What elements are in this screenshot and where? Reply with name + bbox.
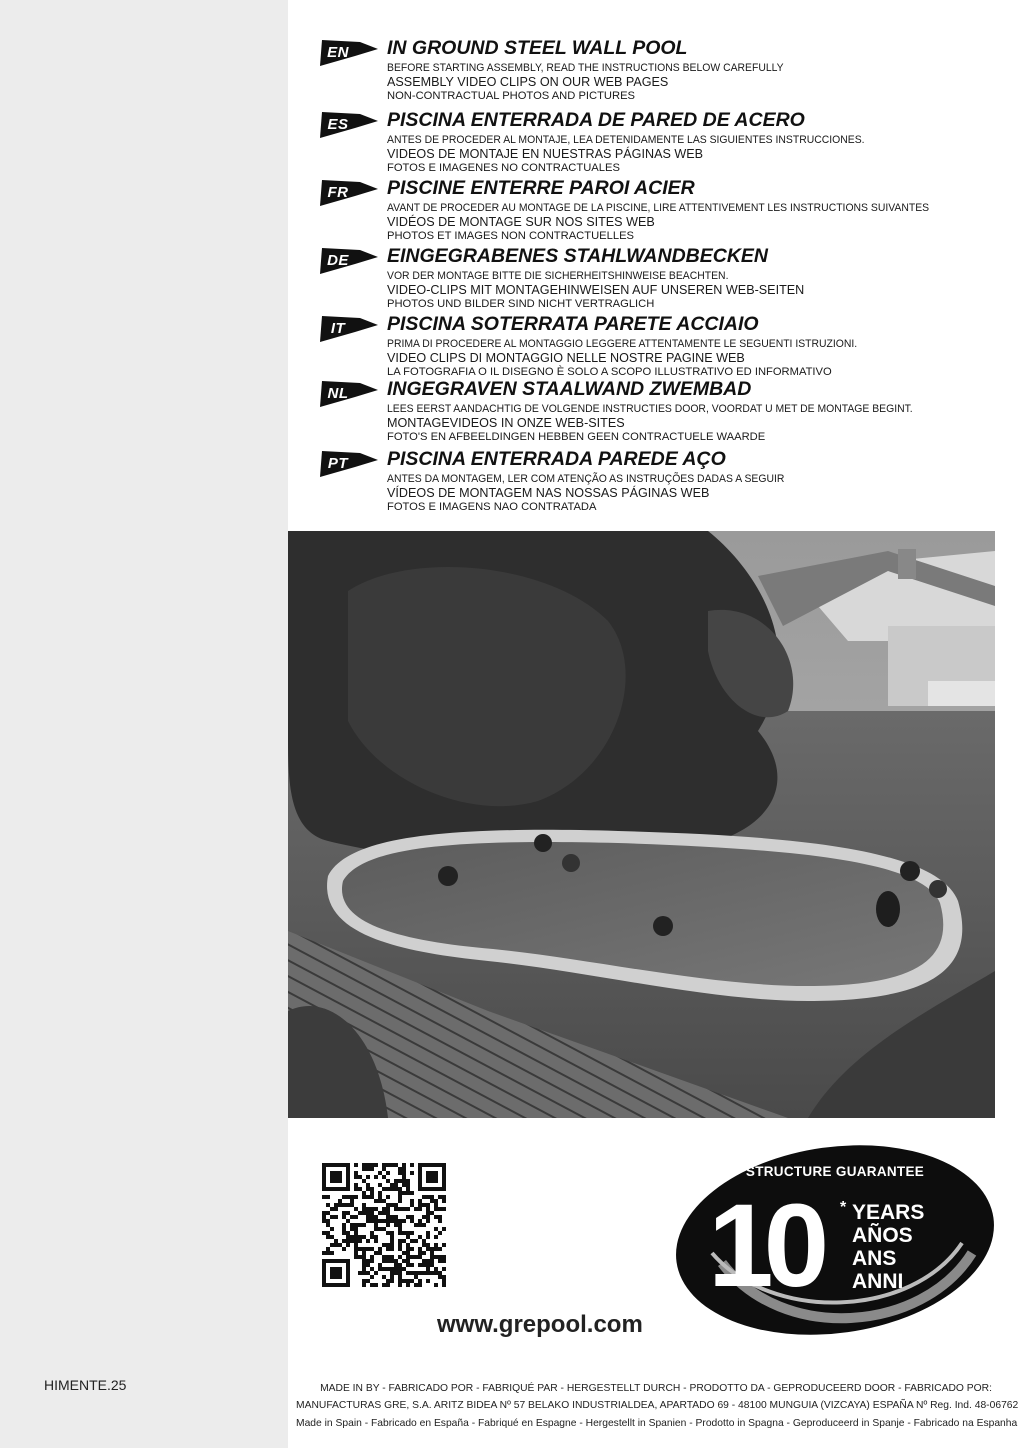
language-instruction: ANTES DE PROCEDER AL MONTAJE, LEA DETENIDAMENTE LAS SIGUIENTES INSTRUCCIONES.	[387, 134, 865, 146]
language-flag-icon	[320, 248, 378, 274]
language-video-note: VIDÉOS DE MONTAGE SUR NOS SITES WEB	[387, 215, 655, 229]
guarantee-unit: ANS	[852, 1247, 897, 1270]
language-photo-note: LA FOTOGRAFIA O IL DISEGNO È SOLO A SCOPO ILLUSTRATIVO ED INFORMATIVO	[387, 366, 832, 378]
language-photo-note: FOTOS E IMAGENS NAO CONTRATADA	[387, 501, 597, 513]
language-flag-icon	[320, 451, 378, 477]
left-margin-strip	[0, 0, 288, 1448]
language-code: IT	[330, 320, 346, 337]
guarantee-unit: AÑOS	[852, 1224, 913, 1247]
language-video-note: VIDEO CLIPS DI MONTAGGIO NELLE NOSTRE PAGINE WEB	[387, 351, 745, 365]
guarantee-title: STRUCTURE GUARANTEE	[745, 1164, 925, 1179]
language-code: NL	[327, 385, 349, 402]
language-code: FR	[327, 184, 349, 201]
language-instruction: VOR DER MONTAGE BITTE DIE SICHERHEITSHINWEISE BEACHTEN.	[387, 270, 729, 282]
footer-made-in-spain: Made in Spain - Fabricado en España - Fabriqué en Espagne - Hergestellt in Spanien - Prodotto in Spagna - Geproduceerd in Spanje - Fabricado na Espanha	[296, 1418, 1018, 1429]
guarantee-badge	[672, 1143, 998, 1337]
language-flag-icon	[320, 112, 378, 138]
document-code: HIMENTE.25	[44, 1377, 127, 1393]
website-link[interactable]: www.grepool.com	[437, 1311, 643, 1338]
language-video-note: VIDEO-CLIPS MIT MONTAGEHINWEISEN AUF UNSEREN WEB-SEITEN	[387, 283, 805, 297]
language-photo-note: PHOTOS ET IMAGES NON CONTRACTUELLES	[387, 230, 634, 242]
guarantee-star: *	[840, 1199, 847, 1216]
language-title: PISCINE ENTERRE PAROI ACIER	[387, 177, 695, 199]
language-video-note: ASSEMBLY VIDEO CLIPS ON OUR WEB PAGES	[387, 75, 669, 89]
language-instruction: BEFORE STARTING ASSEMBLY, READ THE INSTRUCTIONS BELOW CAREFULLY	[387, 62, 784, 74]
language-video-note: MONTAGEVIDEOS IN ONZE WEB-SITES	[387, 416, 625, 430]
footer-address: MANUFACTURAS GRE, S.A. ARITZ BIDEA Nº 57 BELAKO INDUSTRIALDEA, APARTADO 69 - 48100 MUNGUIA (VIZCAYA) ESPAÑA Nº Reg. Ind. 48-06762	[296, 1400, 1019, 1411]
language-instruction: ANTES DA MONTAGEM, LER COM ATENÇÃO AS INSTRUÇÕES DADAS A SEGUIR	[387, 473, 785, 485]
guarantee-unit: ANNI	[852, 1270, 904, 1293]
language-code: ES	[327, 116, 349, 133]
language-video-note: VIDEOS DE MONTAJE EN NUESTRAS PÁGINAS WEB	[387, 147, 704, 161]
guarantee-units	[852, 1201, 924, 1293]
language-instruction: PRIMA DI PROCEDERE AL MONTAGGIO LEGGERE ATTENTAMENTE LE SEGUENTI ISTRUZIONI.	[387, 338, 858, 350]
language-instruction: LEES EERST AANDACHTIG DE VOLGENDE INSTRUCTIES DOOR, VOORDAT U MET DE MONTAGE BEGINT.	[387, 403, 913, 415]
language-flag-icon	[320, 40, 378, 66]
language-flag-icon	[320, 381, 378, 407]
language-title: PISCINA ENTERRADA DE PARED DE ACERO	[387, 109, 805, 131]
footer-made-in: MADE IN BY - FABRICADO POR - FABRIQUÉ PAR - HERGESTELLT DURCH - PRODOTTO DA - GEPRODUCEERD DOOR - FABRICADO POR:	[320, 1383, 992, 1394]
language-video-note: VÍDEOS DE MONTAGEM NAS NOSSAS PÁGINAS WEB	[387, 486, 710, 500]
guarantee-unit: YEARS	[852, 1201, 925, 1224]
guarantee-number: 10	[708, 1180, 820, 1312]
language-title: PISCINA ENTERRADA PAREDE AÇO	[387, 448, 726, 470]
language-flag-icon	[320, 316, 378, 342]
language-title: IN GROUND STEEL WALL POOL	[387, 37, 688, 59]
language-photo-note: PHOTOS UND BILDER SIND NICHT VERTRAGLICH	[387, 298, 655, 310]
qr-code[interactable]	[322, 1163, 446, 1287]
language-instruction: AVANT DE PROCEDER AU MONTAGE DE LA PISCINE, LIRE ATTENTIVEMENT LES INSTRUCTIONS SUIVANTES	[387, 202, 930, 214]
language-title: INGEGRAVEN STAALWAND ZWEMBAD	[387, 378, 752, 400]
language-photo-note: FOTO'S EN AFBEELDINGEN HEBBEN GEEN CONTRACTUELE WAARDE	[387, 431, 766, 443]
language-title: EINGEGRABENES STAHLWANDBECKEN	[387, 245, 769, 267]
language-code: PT	[327, 455, 349, 472]
language-flag-icon	[320, 180, 378, 206]
language-photo-note: NON-CONTRACTUAL PHOTOS AND PICTURES	[387, 90, 636, 102]
pool-photo	[288, 531, 995, 1118]
language-code: EN	[327, 44, 349, 61]
language-code: DE	[327, 252, 349, 269]
language-photo-note: FOTOS E IMAGENES NO CONTRACTUALES	[387, 162, 620, 174]
language-title: PISCINA SOTERRATA PARETE ACCIAIO	[387, 313, 759, 335]
